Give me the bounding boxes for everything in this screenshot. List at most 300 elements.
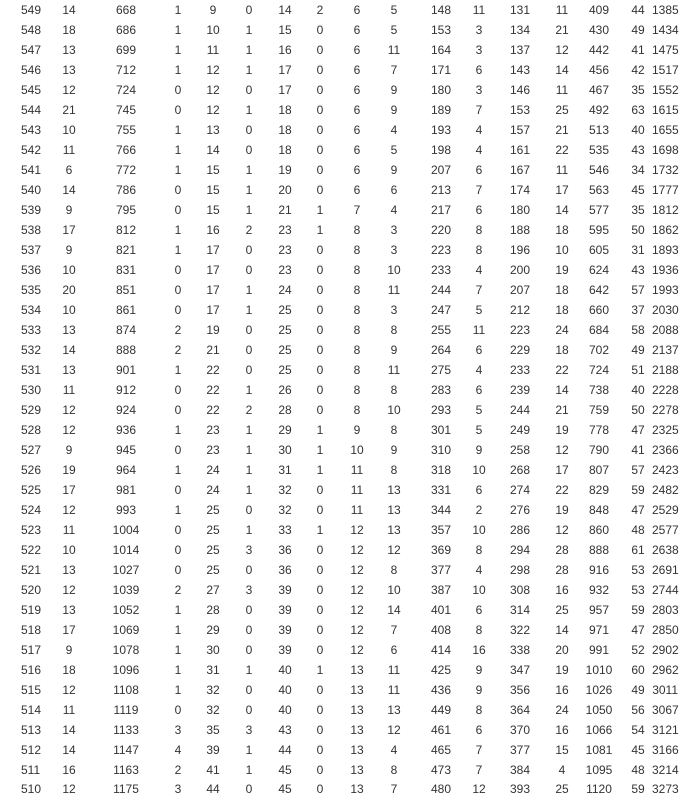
table-cell: 207 (430, 163, 452, 177)
table-cell: 4 (475, 263, 483, 277)
table-cell: 244 (509, 403, 531, 417)
table-cell: 14 (555, 623, 569, 637)
table-cell: 357 (430, 523, 452, 537)
table-cell: 18 (278, 123, 292, 137)
table-cell: 0 (316, 163, 324, 177)
table-cell: 932 (588, 583, 610, 597)
row-id-cell: 548 (21, 23, 42, 37)
table-cell: 1133 (113, 723, 139, 737)
table-cell: 15 (206, 203, 220, 217)
table-cell: 2228 (652, 383, 679, 397)
table-cell: 24 (278, 283, 292, 297)
table-cell: 40 (278, 663, 292, 677)
table-cell: 276 (509, 503, 531, 517)
table-cell: 12 (206, 103, 220, 117)
table-cell: 12 (350, 563, 364, 577)
table-cell: 44 (206, 782, 220, 796)
table-cell: 12 (350, 543, 364, 557)
table-cell: 3 (174, 723, 182, 737)
table-cell: 755 (115, 123, 137, 137)
table-cell: 0 (316, 543, 324, 557)
table-cell: 10 (472, 583, 486, 597)
table-cell: 12 (206, 63, 220, 77)
table-row (0, 220, 680, 240)
table-cell: 964 (115, 463, 137, 477)
table-cell: 8 (353, 363, 361, 377)
table-cell: 7 (475, 763, 483, 777)
table-cell: 6 (475, 163, 483, 177)
table-cell: 13 (62, 43, 76, 57)
table-cell: 821 (115, 243, 137, 257)
table-row (0, 100, 680, 120)
table-cell: 12 (555, 43, 569, 57)
table-cell: 39 (278, 623, 292, 637)
table-cell: 605 (588, 243, 610, 257)
table-cell: 1066 (585, 723, 613, 737)
table-cell: 131 (509, 3, 531, 17)
table-cell: 0 (174, 443, 182, 457)
table-cell: 298 (509, 563, 531, 577)
table-cell: 26 (278, 383, 292, 397)
table-cell: 4 (558, 763, 566, 777)
table-cell: 3067 (652, 703, 679, 717)
table-cell: 12 (350, 603, 364, 617)
table-cell: 0 (174, 83, 182, 97)
table-cell: 888 (115, 343, 137, 357)
row-id-cell: 549 (21, 3, 42, 17)
table-cell: 3214 (652, 763, 679, 777)
table-cell: 36 (278, 563, 292, 577)
table-row (0, 140, 680, 160)
table-cell: 1004 (112, 523, 140, 537)
table-cell: 53 (631, 563, 645, 577)
table-cell: 2325 (652, 423, 679, 437)
table-cell: 414 (430, 643, 452, 657)
table-cell: 23 (206, 423, 220, 437)
table-cell: 2638 (652, 543, 679, 557)
table-cell: 18 (555, 343, 569, 357)
table-cell: 268 (509, 463, 531, 477)
table-cell: 12 (62, 503, 76, 517)
table-cell: 0 (174, 303, 182, 317)
table-cell: 1 (174, 43, 182, 57)
table-cell: 39 (206, 743, 220, 757)
table-cell: 223 (430, 243, 452, 257)
table-cell: 28 (555, 543, 569, 557)
table-cell: 10 (62, 303, 76, 317)
table-cell: 28 (206, 603, 220, 617)
table-cell: 223 (509, 323, 531, 337)
table-cell: 0 (316, 23, 324, 37)
table-cell: 0 (245, 503, 253, 517)
row-id-cell: 518 (21, 623, 42, 637)
table-row (0, 240, 680, 260)
table-cell: 23 (278, 263, 292, 277)
table-cell: 1552 (652, 83, 679, 97)
table-cell: 10 (472, 463, 486, 477)
row-id-cell: 534 (21, 303, 42, 317)
table-cell: 247 (430, 303, 452, 317)
table-cell: 8 (353, 283, 361, 297)
row-id-cell: 543 (21, 123, 42, 137)
table-cell: 6 (353, 43, 361, 57)
table-cell: 239 (509, 383, 531, 397)
table-cell: 492 (588, 103, 610, 117)
table-cell: 1 (174, 463, 182, 477)
table-cell: 595 (588, 223, 610, 237)
table-cell: 19 (555, 663, 569, 677)
row-id-cell: 511 (21, 763, 41, 777)
table-cell: 2278 (652, 403, 679, 417)
table-cell: 43 (631, 143, 645, 157)
row-id-cell: 539 (21, 203, 42, 217)
table-cell: 473 (430, 763, 452, 777)
table-cell: 17 (278, 83, 292, 97)
table-cell: 23 (206, 443, 220, 457)
table-cell: 14 (555, 63, 569, 77)
table-cell: 18 (278, 103, 292, 117)
row-id-cell: 540 (21, 183, 42, 197)
table-cell: 8 (390, 423, 398, 437)
table-cell: 4 (475, 143, 483, 157)
table-cell: 1434 (652, 23, 679, 37)
table-cell: 1 (245, 423, 253, 437)
table-cell: 13 (350, 723, 364, 737)
row-id-cell: 531 (21, 363, 42, 377)
table-cell: 41 (631, 443, 645, 457)
table-cell: 4 (390, 123, 398, 137)
table-cell: 14 (206, 143, 220, 157)
table-cell: 1 (174, 243, 182, 257)
table-cell: 15 (206, 183, 220, 197)
table-cell: 0 (316, 63, 324, 77)
table-cell: 17 (555, 463, 569, 477)
table-cell: 8 (390, 563, 398, 577)
table-cell: 6 (353, 163, 361, 177)
table-cell: 0 (316, 723, 324, 737)
table-cell: 1026 (585, 683, 613, 697)
table-cell: 22 (555, 483, 569, 497)
table-cell: 2850 (652, 623, 679, 637)
table-cell: 0 (316, 343, 324, 357)
table-cell: 1698 (652, 143, 679, 157)
table-cell: 37 (631, 303, 645, 317)
table-cell: 43 (278, 723, 292, 737)
table-cell: 9 (390, 343, 398, 357)
table-cell: 2088 (652, 323, 679, 337)
table-cell: 7 (475, 103, 483, 117)
table-cell: 1 (245, 203, 253, 217)
table-cell: 684 (588, 323, 610, 337)
table-cell: 48 (631, 523, 645, 537)
table-cell: 18 (555, 303, 569, 317)
table-cell: 3273 (652, 782, 679, 796)
table-cell: 1 (174, 3, 182, 17)
table-cell: 13 (350, 663, 364, 677)
table-cell: 3 (390, 223, 398, 237)
table-row (0, 700, 680, 720)
table-cell: 45 (631, 743, 645, 757)
table-row (0, 360, 680, 380)
table-cell: 364 (509, 703, 531, 717)
row-id-cell: 520 (21, 583, 42, 597)
table-cell: 5 (475, 423, 483, 437)
table-cell: 11 (62, 703, 76, 717)
table-cell: 0 (245, 563, 253, 577)
table-cell: 16 (555, 723, 569, 737)
table-cell: 39 (278, 583, 292, 597)
table-cell: 4 (390, 203, 398, 217)
table-cell: 40 (278, 703, 292, 717)
table-row (0, 540, 680, 560)
table-cell: 2803 (652, 603, 679, 617)
table-cell: 1147 (113, 743, 139, 757)
table-cell: 3 (475, 23, 483, 37)
table-cell: 29 (206, 623, 220, 637)
table-cell: 993 (115, 503, 137, 517)
table-cell: 22 (206, 403, 220, 417)
table-cell: 0 (174, 183, 182, 197)
table-cell: 2482 (652, 483, 679, 497)
table-cell: 47 (631, 423, 645, 437)
table-cell: 1 (174, 123, 182, 137)
table-cell: 1812 (652, 203, 679, 217)
table-cell: 15 (278, 23, 292, 37)
table-cell: 0 (245, 782, 253, 796)
table-cell: 275 (430, 363, 452, 377)
table-cell: 25 (555, 603, 569, 617)
table-cell: 1 (245, 103, 253, 117)
table-cell: 331 (430, 483, 452, 497)
table-cell: 2 (475, 503, 483, 517)
table-cell: 0 (174, 383, 182, 397)
table-cell: 308 (509, 583, 531, 597)
table-cell: 41 (631, 43, 645, 57)
table-cell: 7 (353, 203, 361, 217)
table-cell: 15 (555, 743, 569, 757)
table-cell: 8 (390, 383, 398, 397)
table-row (0, 460, 680, 480)
table-cell: 14 (62, 743, 76, 757)
table-cell: 25 (278, 323, 292, 337)
table-cell: 0 (174, 483, 182, 497)
table-cell: 6 (475, 483, 483, 497)
table-cell: 11 (472, 3, 486, 17)
table-cell: 8 (353, 323, 361, 337)
table-cell: 193 (430, 123, 452, 137)
table-cell: 1 (174, 623, 182, 637)
table-cell: 12 (62, 423, 76, 437)
table-cell: 0 (174, 283, 182, 297)
table-cell: 4 (475, 563, 483, 577)
table-cell: 16 (555, 583, 569, 597)
table-cell: 283 (430, 383, 452, 397)
table-cell: 9 (390, 443, 398, 457)
table-cell: 0 (316, 782, 324, 796)
table-cell: 207 (509, 283, 531, 297)
row-id-cell: 537 (21, 243, 42, 257)
table-cell: 1 (245, 283, 253, 297)
table-cell: 6 (390, 643, 398, 657)
table-cell: 11 (555, 83, 569, 97)
table-cell: 1893 (652, 243, 679, 257)
table-cell: 153 (430, 23, 452, 37)
table-cell: 13 (62, 323, 76, 337)
table-cell: 513 (588, 123, 610, 137)
table-row (0, 400, 680, 420)
table-cell: 2691 (652, 563, 679, 577)
table-cell: 16 (472, 643, 486, 657)
table-cell: 14 (62, 3, 76, 17)
table-cell: 9 (65, 443, 73, 457)
table-cell: 12 (387, 543, 401, 557)
table-cell: 294 (509, 543, 531, 557)
table-cell: 8 (353, 223, 361, 237)
table-cell: 17 (206, 303, 220, 317)
table-cell: 449 (430, 703, 452, 717)
table-cell: 465 (430, 743, 452, 757)
table-cell: 200 (509, 263, 531, 277)
table-cell: 1 (174, 643, 182, 657)
table-cell: 20 (555, 643, 569, 657)
table-cell: 563 (588, 183, 610, 197)
table-cell: 19 (555, 503, 569, 517)
table-cell: 17 (62, 223, 76, 237)
table-row (0, 420, 680, 440)
row-id-cell: 513 (21, 723, 42, 737)
table-cell: 1 (245, 483, 253, 497)
table-cell: 0 (316, 563, 324, 577)
table-cell: 0 (174, 403, 182, 417)
table-cell: 0 (245, 703, 253, 717)
table-row (0, 60, 680, 80)
table-cell: 0 (316, 283, 324, 297)
table-cell: 17 (206, 263, 220, 277)
table-cell: 1 (174, 663, 182, 677)
table-cell: 377 (509, 743, 531, 757)
table-cell: 1655 (652, 123, 679, 137)
table-cell: 49 (631, 343, 645, 357)
table-cell: 60 (631, 663, 645, 677)
table-cell: 20 (62, 283, 76, 297)
table-cell: 0 (316, 303, 324, 317)
table-cell: 702 (588, 343, 610, 357)
table-cell: 12 (350, 523, 364, 537)
table-cell: 1 (174, 143, 182, 157)
table-cell: 9 (475, 443, 483, 457)
table-cell: 916 (588, 563, 610, 577)
row-id-cell: 514 (21, 703, 42, 717)
table-cell: 7 (390, 63, 398, 77)
table-cell: 44 (631, 3, 645, 17)
table-cell: 18 (62, 663, 76, 677)
table-cell: 1 (316, 223, 324, 237)
table-cell: 0 (245, 343, 253, 357)
table-cell: 17 (62, 483, 76, 497)
table-cell: 25 (206, 543, 220, 557)
table-cell: 393 (509, 782, 531, 796)
table-cell: 8 (353, 403, 361, 417)
table-cell: 2423 (652, 463, 679, 477)
table-cell: 384 (509, 763, 531, 777)
table-cell: 1027 (112, 563, 140, 577)
table-cell: 0 (316, 603, 324, 617)
table-row (0, 640, 680, 660)
table-cell: 137 (509, 43, 531, 57)
table-cell: 13 (350, 743, 364, 757)
table-cell: 13 (387, 703, 401, 717)
table-cell: 25 (206, 563, 220, 577)
table-row (0, 0, 680, 20)
table-cell: 264 (430, 343, 452, 357)
table-cell: 4 (475, 123, 483, 137)
table-cell: 1014 (112, 543, 140, 557)
table-cell: 8 (390, 763, 398, 777)
table-cell: 0 (316, 103, 324, 117)
table-cell: 12 (350, 583, 364, 597)
table-cell: 13 (350, 763, 364, 777)
row-id-cell: 517 (21, 643, 42, 657)
table-cell: 0 (316, 143, 324, 157)
table-cell: 180 (509, 203, 531, 217)
table-cell: 2188 (652, 363, 679, 377)
table-cell: 0 (316, 183, 324, 197)
table-cell: 50 (631, 403, 645, 417)
table-cell: 1 (245, 23, 253, 37)
table-row (0, 560, 680, 580)
table-cell: 861 (115, 303, 137, 317)
table-cell: 11 (62, 523, 76, 537)
table-cell: 17 (62, 623, 76, 637)
table-cell: 17 (555, 183, 569, 197)
table-cell: 258 (509, 443, 531, 457)
table-cell: 0 (316, 123, 324, 137)
table-cell: 3 (390, 243, 398, 257)
table-cell: 7 (475, 283, 483, 297)
table-cell: 5 (390, 23, 398, 37)
table-cell: 16 (278, 43, 292, 57)
table-cell: 9 (209, 3, 217, 17)
table-cell: 1 (174, 223, 182, 237)
table-cell: 2577 (652, 523, 679, 537)
table-row (0, 580, 680, 600)
table-cell: 546 (588, 163, 610, 177)
table-cell: 8 (475, 623, 483, 637)
table-cell: 39 (278, 603, 292, 617)
table-cell: 7 (390, 782, 398, 796)
table-cell: 1 (174, 163, 182, 177)
table-cell: 759 (588, 403, 610, 417)
table-cell: 29 (278, 423, 292, 437)
table-cell: 1081 (585, 743, 613, 757)
table-cell: 12 (62, 782, 76, 796)
table-cell: 6 (475, 63, 483, 77)
table-cell: 7 (475, 183, 483, 197)
table-cell: 32 (278, 483, 292, 497)
table-cell: 8 (353, 243, 361, 257)
table-cell: 0 (316, 383, 324, 397)
table-cell: 12 (62, 583, 76, 597)
table-cell: 0 (245, 643, 253, 657)
row-id-cell: 532 (21, 343, 42, 357)
table-cell: 13 (387, 503, 401, 517)
table-cell: 11 (206, 43, 220, 57)
table-cell: 11 (62, 143, 76, 157)
table-cell: 11 (350, 503, 364, 517)
table-cell: 157 (509, 123, 531, 137)
table-row (0, 480, 680, 500)
table-cell: 8 (353, 383, 361, 397)
